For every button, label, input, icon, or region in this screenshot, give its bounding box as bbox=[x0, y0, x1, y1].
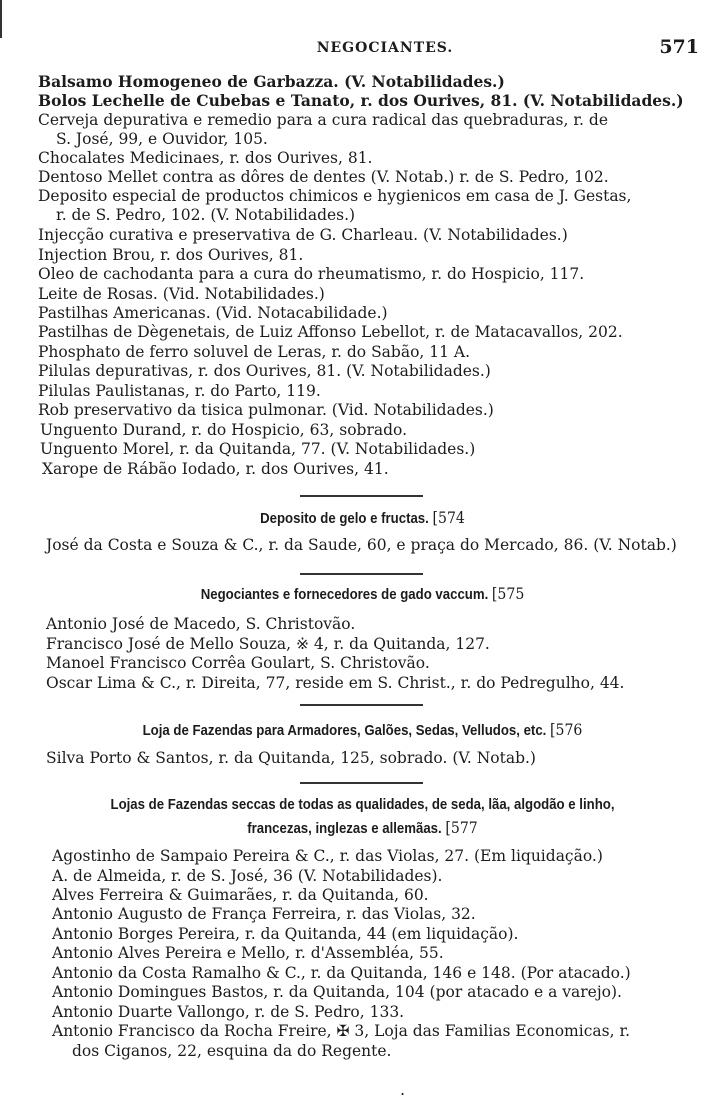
running-header-title: NEGOCIANTES. bbox=[316, 40, 454, 56]
list-item: Alves Ferreira & Guimarães, r. da Quitanda, 60. bbox=[52, 886, 429, 904]
section-heading bbox=[44, 796, 682, 813]
list-item: Deposito especial de productos chimicos e hygienicos em casa de J. Gestas, bbox=[38, 187, 632, 205]
section-divider bbox=[300, 782, 423, 784]
section-divider bbox=[300, 704, 423, 706]
list-item: Injection Brou, r. dos Ourives, 81. bbox=[38, 246, 304, 264]
list-item: Pastilhas de Dègenetais, de Luiz Affonso Lebellot, r. de Matacavallos, 202. bbox=[38, 323, 623, 341]
section-heading-text: Negociantes e fornecedores de gado vaccum. bbox=[200, 586, 489, 603]
list-item: Antonio José de Macedo, S. Christovão. bbox=[46, 615, 356, 633]
list-item: Unguento Morel, r. da Quitanda, 77. (V. Notabilidades.) bbox=[40, 440, 476, 458]
section-ref: [576 bbox=[550, 720, 583, 739]
section-heading-text: francezas, inglezas e allemãas. bbox=[247, 820, 442, 837]
list-item: Francisco José de Mello Souza, ※ 4, r. da Quitanda, 127. bbox=[46, 635, 490, 653]
list-item: Silva Porto & Santos, r. da Quitanda, 125, sobrado. (V. Notab.) bbox=[46, 749, 536, 767]
list-item: Pastilhas Americanas. (Vid. Notacabilidade.) bbox=[38, 304, 388, 322]
section-divider bbox=[300, 495, 423, 497]
list-item: Balsamo Homogeneo de Garbazza. (V. Notabilidades.) bbox=[38, 72, 505, 91]
list-item: Agostinho de Sampaio Pereira & C., r. das Violas, 27. (Em liquidação.) bbox=[52, 847, 603, 865]
list-item: A. de Almeida, r. de S. José, 36 (V. Notabilidades). bbox=[52, 867, 443, 885]
list-item: Antonio Duarte Vallongo, r. de S. Pedro, 133. bbox=[52, 1003, 405, 1021]
list-item: Unguento Durand, r. do Hospicio, 63, sobrado. bbox=[40, 421, 408, 439]
list-item: Antonio Borges Pereira, r. da Quitanda, 44 (em liquidação). bbox=[52, 925, 519, 943]
list-item: Chocalates Medicinaes, r. dos Ourives, 81. bbox=[38, 149, 373, 167]
page-edge-rule bbox=[0, 0, 2, 38]
section-heading bbox=[44, 508, 682, 527]
list-item: Dentoso Mellet contra as dôres de dentes (V. Notab.) r. de S. Pedro, 102. bbox=[38, 168, 609, 186]
list-item: Antonio Alves Pereira e Mello, r. d'Assembléa, 55. bbox=[52, 944, 444, 962]
list-item: Manoel Francisco Corrêa Goulart, S. Christovão. bbox=[46, 654, 430, 672]
list-item: Injecção curativa e preservativa de G. Charleau. (V. Notabilidades.) bbox=[38, 226, 568, 244]
list-item: Xarope de Rábão Iodado, r. dos Ourives, 41. bbox=[42, 460, 389, 478]
page-number: 571 bbox=[659, 36, 699, 58]
section-ref: [574 bbox=[432, 508, 465, 527]
list-item-continuation: dos Ciganos, 22, esquina da do Regente. bbox=[72, 1042, 392, 1060]
list-item: Rob preservativo da tisica pulmonar. (Vid. Notabilidades.) bbox=[38, 401, 494, 419]
list-item: Bolos Lechelle de Cubebas e Tanato, r. dos Ourives, 81. (V. Notabilidades.) bbox=[38, 91, 684, 110]
footer-mark: . bbox=[400, 1080, 406, 1099]
list-item: Oscar Lima & C., r. Direita, 77, reside em S. Christ., r. do Pedregulho, 44. bbox=[46, 674, 625, 692]
list-item: Leite de Rosas. (Vid. Notabilidades.) bbox=[38, 285, 325, 303]
section-heading-text: Loja de Fazendas para Armadores, Galões, Sedas, Velludos, etc. bbox=[142, 722, 547, 739]
section-ref: [577 bbox=[445, 818, 478, 837]
list-item: Pilulas depurativas, r. dos Ourives, 81. (V. Notabilidades.) bbox=[38, 362, 491, 380]
list-item: Phosphato de ferro soluvel de Leras, r. do Sabão, 11 A. bbox=[38, 343, 471, 361]
list-item-continuation: r. de S. Pedro, 102. (V. Notabilidades.) bbox=[56, 206, 356, 224]
section-heading-continuation bbox=[44, 818, 682, 837]
section-heading bbox=[44, 720, 682, 739]
list-item: Pilulas Paulistanas, r. do Parto, 119. bbox=[38, 382, 321, 400]
list-item: Oleo de cachodanta para a cura do rheumatismo, r. do Hospicio, 117. bbox=[38, 265, 585, 283]
list-item: José da Costa e Souza & C., r. da Saude, 60, e praça do Mercado, 86. (V. Notab.) bbox=[46, 536, 677, 554]
list-item: Antonio Augusto de França Ferreira, r. das Violas, 32. bbox=[52, 905, 476, 923]
list-item: Antonio Francisco da Rocha Freire, ✠ 3, Loja das Familias Economicas, r. bbox=[52, 1022, 631, 1040]
list-item: Antonio Domingues Bastos, r. da Quitanda, 104 (por atacado e a varejo). bbox=[52, 983, 622, 1001]
section-heading-text: Lojas de Fazendas seccas de todas as qualidades, de seda, lãa, algodão e linho, bbox=[110, 796, 615, 813]
list-item: Cerveja depurativa e remedio para a cura radical das quebraduras, r. de bbox=[38, 111, 608, 129]
section-heading-text: Deposito de gelo e fructas. bbox=[260, 510, 429, 527]
list-item-continuation: S. José, 99, e Ouvidor, 105. bbox=[56, 130, 268, 148]
section-divider bbox=[300, 573, 423, 575]
list-item: Antonio da Costa Ramalho & C., r. da Quitanda, 146 e 148. (Por atacado.) bbox=[52, 964, 631, 982]
section-heading bbox=[44, 584, 682, 603]
section-ref: [575 bbox=[491, 584, 525, 603]
